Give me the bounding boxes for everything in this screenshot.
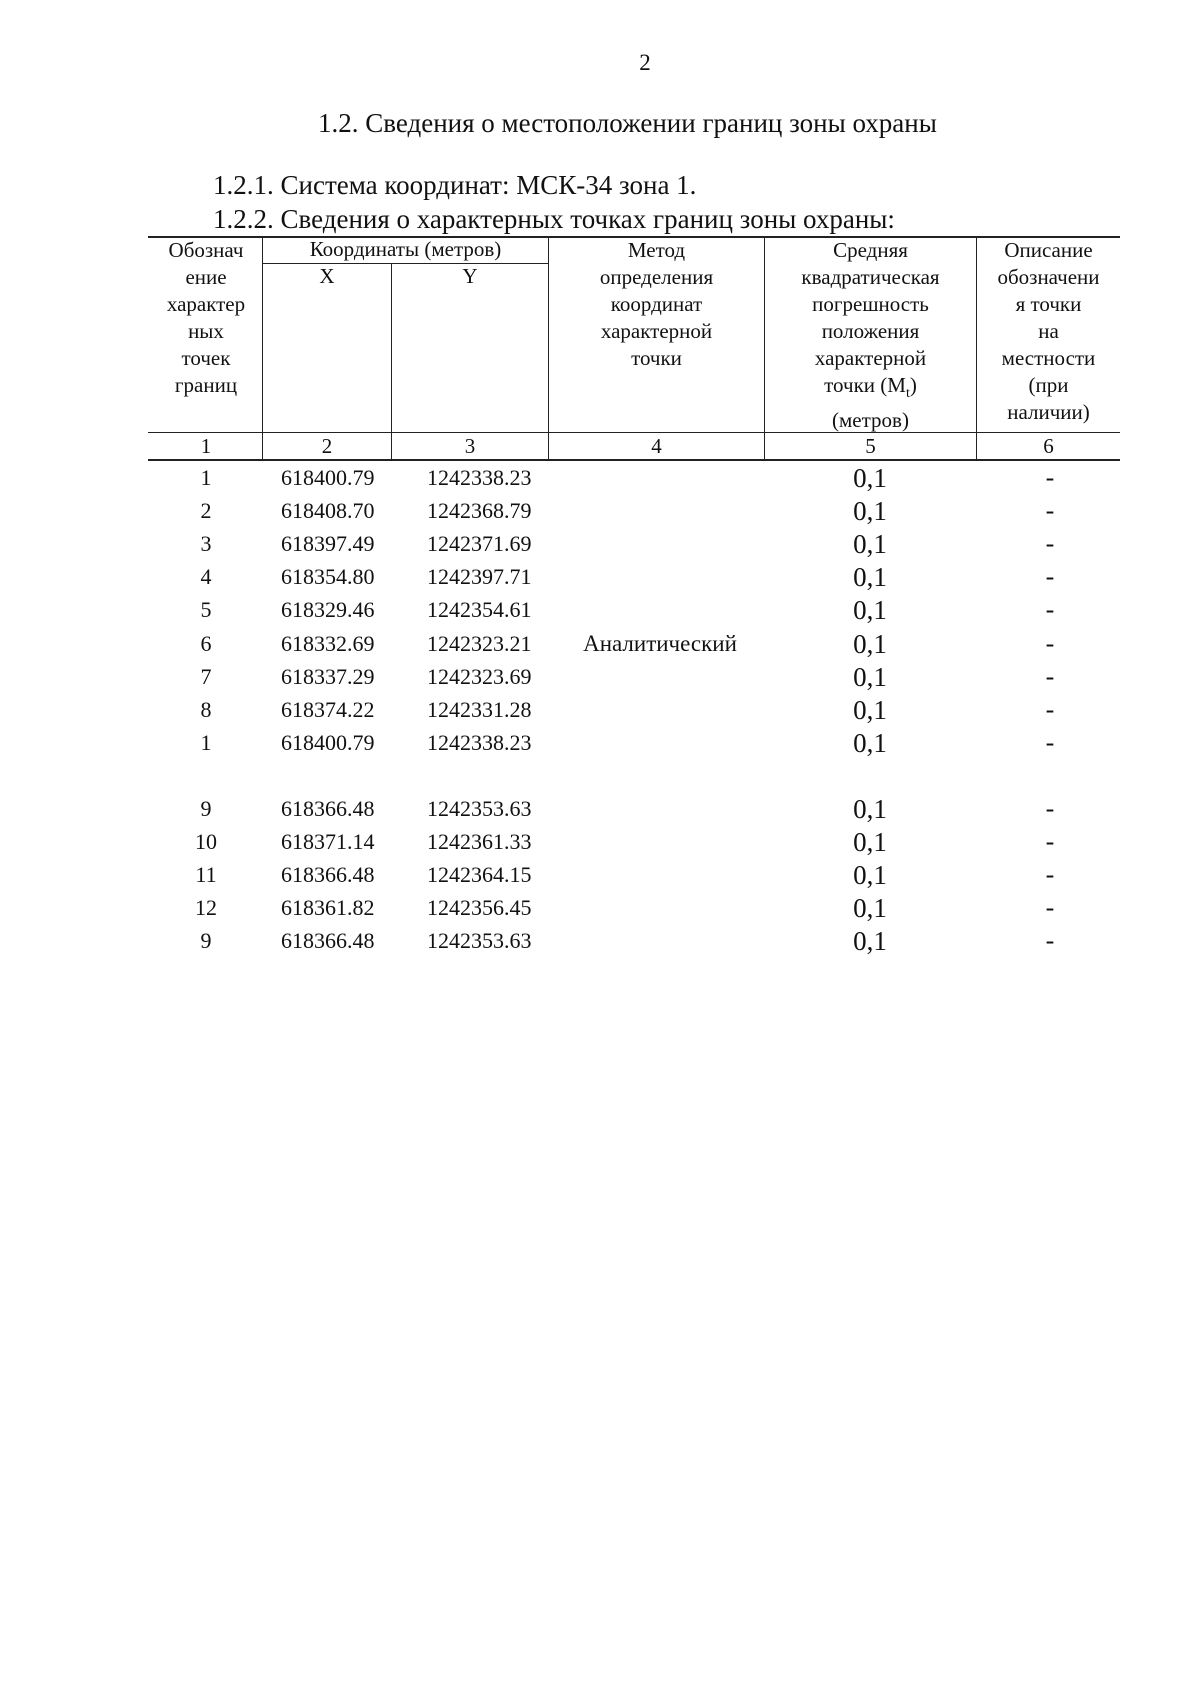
- coord-y-cell: 1242368.79: [427, 498, 532, 523]
- coord-x-cell: 618397.49: [281, 531, 375, 556]
- description-cell: -: [1045, 794, 1055, 823]
- coord-y-cell: 1242371.69: [427, 531, 532, 556]
- coord-y-cell: 1242364.15: [427, 862, 532, 887]
- coord-x-cell: 618366.48: [281, 796, 375, 821]
- error-cell: 0,1: [853, 496, 887, 526]
- coord-x-cell: 618329.46: [281, 597, 375, 622]
- error-cell: 0,1: [853, 728, 887, 758]
- coord-y-cell: 1242397.71: [427, 564, 532, 589]
- coord-y-cell: 1242323.21: [427, 631, 532, 656]
- point-number-cell: 2: [200, 498, 212, 523]
- point-number-cell: 12: [195, 895, 217, 920]
- header-error: Средняя квадратическая погрешность положения характерной точки $(M_t)$ (метров): [801, 238, 940, 433]
- coord-y-cell: 1242338.23: [427, 465, 532, 490]
- header-point-designation: Обознач ение характер ных точек границ: [166, 238, 246, 397]
- point-number-cell: 8: [200, 697, 212, 722]
- column-number-3: 3: [464, 434, 476, 458]
- description-cell: -: [1045, 595, 1055, 624]
- point-number-cell: 3: [200, 531, 212, 556]
- coord-x-cell: 618374.22: [281, 697, 375, 722]
- error-cell: 0,1: [853, 893, 887, 923]
- description-cell: -: [1045, 662, 1055, 691]
- header-coordinates-group: Координаты (метров): [309, 237, 502, 261]
- description-cell: -: [1045, 893, 1055, 922]
- coord-y-cell: 1242356.45: [427, 895, 532, 920]
- coord-y-cell: 1242353.63: [427, 796, 532, 821]
- coord-x-cell: 618371.14: [281, 829, 375, 854]
- point-number-cell: 6: [200, 631, 212, 656]
- header-y: Y: [462, 264, 478, 288]
- description-cell: -: [1045, 860, 1055, 889]
- coord-y-cell: 1242331.28: [427, 697, 532, 722]
- point-number-cell: 4: [200, 564, 212, 589]
- description-cell: -: [1045, 926, 1055, 955]
- point-number-cell: 5: [200, 597, 212, 622]
- error-cell: 0,1: [853, 860, 887, 890]
- coord-x-cell: 618332.69: [281, 631, 375, 656]
- error-cell: 0,1: [853, 827, 887, 857]
- description-cell: -: [1045, 529, 1055, 558]
- header-x: X: [319, 264, 335, 288]
- error-cell: 0,1: [853, 562, 887, 592]
- error-cell: 0,1: [853, 794, 887, 824]
- coord-y-cell: 1242361.33: [427, 829, 532, 854]
- column-number-4: 4: [651, 434, 662, 458]
- point-number-cell: 11: [195, 862, 217, 887]
- points-title-line: 1.2.2. Сведения о характерных точках границ зоны охраны:: [213, 204, 895, 234]
- description-cell: -: [1045, 827, 1055, 856]
- error-cell: 0,1: [853, 595, 887, 625]
- error-cell: 0,1: [853, 529, 887, 559]
- page-number: 2: [639, 50, 651, 75]
- point-number-cell: 1: [200, 730, 212, 755]
- coord-x-cell: 618400.79: [281, 465, 375, 490]
- coord-x-cell: 618361.82: [281, 895, 375, 920]
- coord-x-cell: 618366.48: [281, 928, 375, 953]
- header-method: Метод определения координат характерной точки: [599, 238, 714, 370]
- method-value: Аналитический: [583, 631, 737, 656]
- column-number-1: 1: [200, 434, 212, 458]
- coord-y-cell: 1242323.69: [427, 664, 532, 689]
- description-cell: -: [1045, 496, 1055, 525]
- description-cell: -: [1045, 629, 1055, 658]
- coord-x-cell: 618337.29: [281, 664, 375, 689]
- header-bottom-border: [148, 459, 1120, 461]
- section-title: 1.2. Сведения о местоположении границ зоны охраны: [318, 108, 937, 138]
- point-number-cell: 1: [200, 465, 212, 490]
- description-cell: -: [1045, 463, 1055, 492]
- point-number-cell: 7: [200, 664, 212, 689]
- error-cell: 0,1: [853, 662, 887, 692]
- description-cell: -: [1045, 562, 1055, 591]
- col-divider-2: [391, 263, 392, 460]
- description-cell: -: [1045, 695, 1055, 724]
- coord-x-cell: 618408.70: [281, 498, 375, 523]
- coord-y-cell: 1242354.61: [427, 597, 532, 622]
- coord-system-line: 1.2.1. Система координат: МСК-34 зона 1.: [213, 170, 697, 200]
- column-number-2: 2: [321, 434, 333, 458]
- coord-x-cell: 618366.48: [281, 862, 375, 887]
- column-number-6: 6: [1043, 434, 1054, 458]
- coord-x-cell: 618400.79: [281, 730, 375, 755]
- coord-x-cell: 618354.80: [281, 564, 375, 589]
- error-cell: 0,1: [853, 629, 887, 659]
- error-cell: 0,1: [853, 695, 887, 725]
- description-cell: -: [1045, 728, 1055, 757]
- error-cell: 0,1: [853, 463, 887, 493]
- header-description: Описание обозначени я точки на местности (при наличии): [997, 238, 1100, 424]
- point-number-cell: 9: [200, 796, 212, 821]
- coord-y-cell: 1242338.23: [427, 730, 532, 755]
- point-number-cell: 9: [200, 928, 212, 953]
- error-cell: 0,1: [853, 926, 887, 956]
- column-number-5: 5: [865, 434, 876, 458]
- coord-y-cell: 1242353.63: [427, 928, 532, 953]
- point-number-cell: 10: [195, 829, 217, 854]
